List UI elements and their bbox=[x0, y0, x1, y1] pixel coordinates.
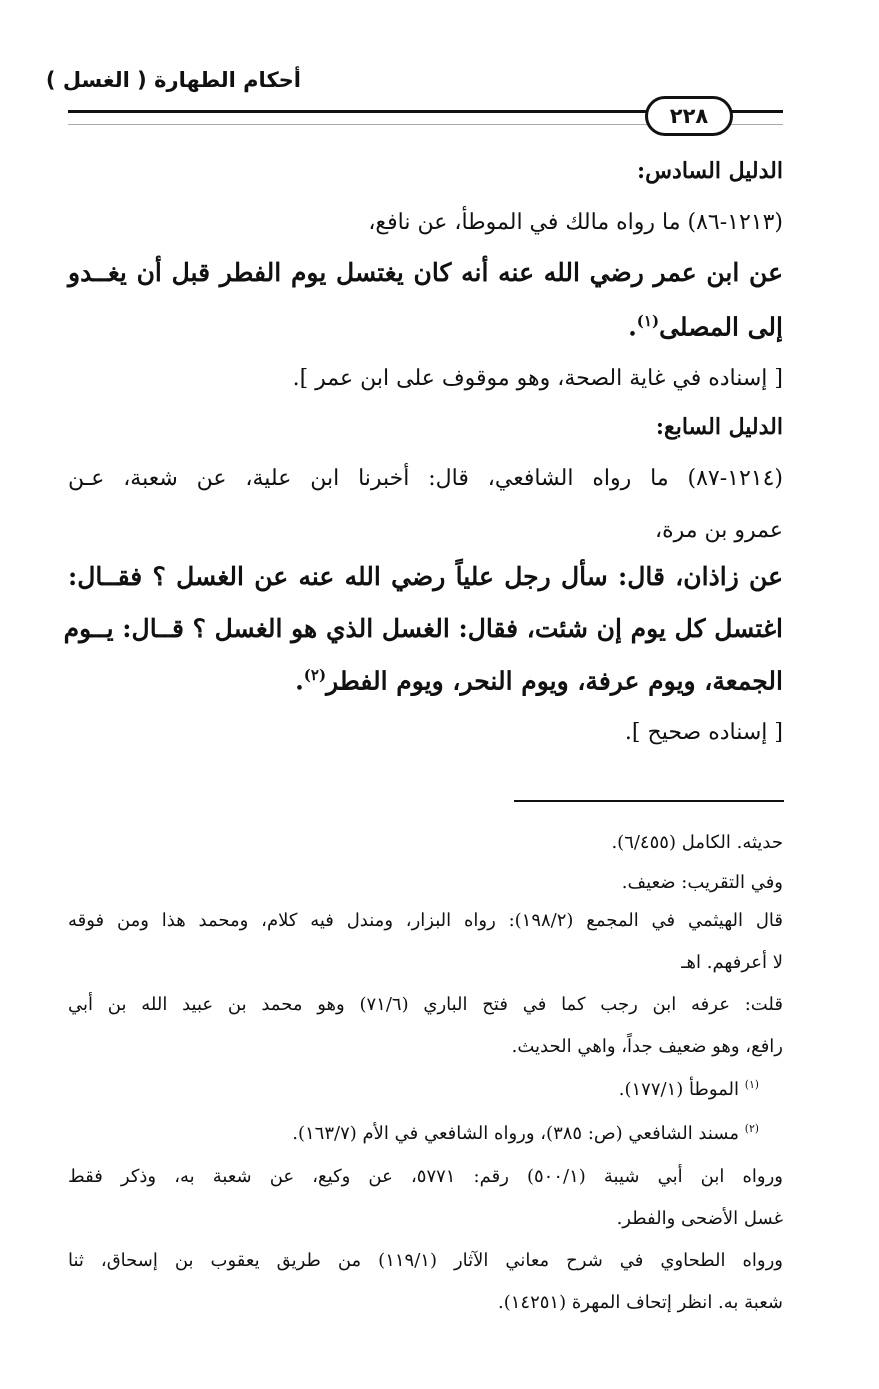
footnote-line: وفي التقريب: ضعيف. bbox=[621, 872, 783, 893]
hadith-text-line: اغتسل كل يوم إن شئت، فقال: الغسل الذي هو الغسل ؟ قــال: يــوم bbox=[63, 614, 783, 643]
footnote-1-text: الموطأ (١٧٧/١). bbox=[618, 1079, 740, 1100]
footnote-2-text: مسند الشافعي (ص: ٣٨٥)، ورواه الشافعي في الأم (١٦٣/٧). bbox=[292, 1123, 740, 1144]
footnote-line: ورواه ابن أبي شيبة (٥٠٠/١) رقم: ٥٧٧١، عن وكيع، عن شعبة به، وذكر فقط bbox=[68, 1166, 784, 1187]
hadith-text-line: عن زاذان، قال: سأل رجل علياً رضي الله عنه عن الغسل ؟ فقــال: bbox=[68, 562, 783, 591]
running-header-title: أحكام الطهارة ( الغسل ) bbox=[45, 68, 301, 92]
hadith-chain-86: (١٢١٣-٨٦) ما رواه مالك في الموطأ، عن نافع، bbox=[368, 210, 783, 235]
footnote-line: غسل الأضحى والفطر. bbox=[616, 1208, 783, 1229]
section-heading-7: الدليل السابع: bbox=[655, 414, 783, 440]
footnote-line: ورواه الطحاوي في شرح معاني الآثار (١١٩/١) من طريق يعقوب بن إسحاق، ثنا bbox=[68, 1250, 784, 1271]
hadith-text-end: الجمعة، ويوم عرفة، ويوم النحر، ويوم الفطر bbox=[326, 666, 783, 696]
footnote-line: قلت: عرفه ابن رجب كما في فتح الباري (٧١/٦) وهو محمد بن عبيد الله بن أبي bbox=[68, 994, 783, 1015]
footnote-line: شعبة به. انظر إتحاف المهرة (١٤٢٥١). bbox=[498, 1292, 783, 1313]
hadith-text-period: . bbox=[295, 666, 304, 696]
hadith-text-end: إلى المصلى bbox=[659, 312, 783, 342]
hadith-text-line: عن ابن عمر رضي الله عنه أنه كان يغتسل يوم الفطر قبل أن يغــدو bbox=[68, 258, 783, 287]
footnote-ref-2: (٢) bbox=[303, 666, 327, 684]
section-heading-6: الدليل السادس: bbox=[637, 158, 783, 184]
footnote-1-marker: (١) bbox=[744, 1078, 759, 1091]
hadith-text-line bbox=[68, 666, 783, 695]
hadith-text-period: . bbox=[628, 312, 637, 342]
page-number-badge: ٢٢٨ bbox=[645, 96, 733, 136]
isnad-grade: [ إسناده في غاية الصحة، وهو موقوف على ابن عمر ]. bbox=[292, 366, 783, 391]
hadith-text-line bbox=[68, 312, 783, 341]
hadith-chain-87-cont: عمرو بن مرة، bbox=[654, 518, 783, 543]
footnote-line: رافع، وهو ضعيف جداً، واهي الحديث. bbox=[511, 1036, 783, 1057]
footnote-separator bbox=[514, 800, 784, 802]
footnote-1 bbox=[68, 1078, 759, 1100]
footnote-2 bbox=[68, 1122, 759, 1144]
footnote-line: قال الهيثمي في المجمع (١٩٨/٢): رواه البزار، ومندل فيه كلام، ومحمد هذا ومن فوقه bbox=[68, 910, 783, 931]
footnote-2-marker: (٢) bbox=[744, 1122, 759, 1135]
isnad-grade: [ إسناده صحيح ]. bbox=[624, 720, 783, 745]
footnote-line: حديثه. الكامل (٦/٤٥٥). bbox=[611, 832, 783, 853]
hadith-chain-87: (١٢١٤-٨٧) ما رواه الشافعي، قال: أخبرنا ابن علية، عن شعبة، عـن bbox=[68, 466, 783, 491]
footnote-ref-1: (١) bbox=[636, 312, 660, 330]
footnote-line: لا أعرفهم. اهـ bbox=[681, 952, 783, 973]
